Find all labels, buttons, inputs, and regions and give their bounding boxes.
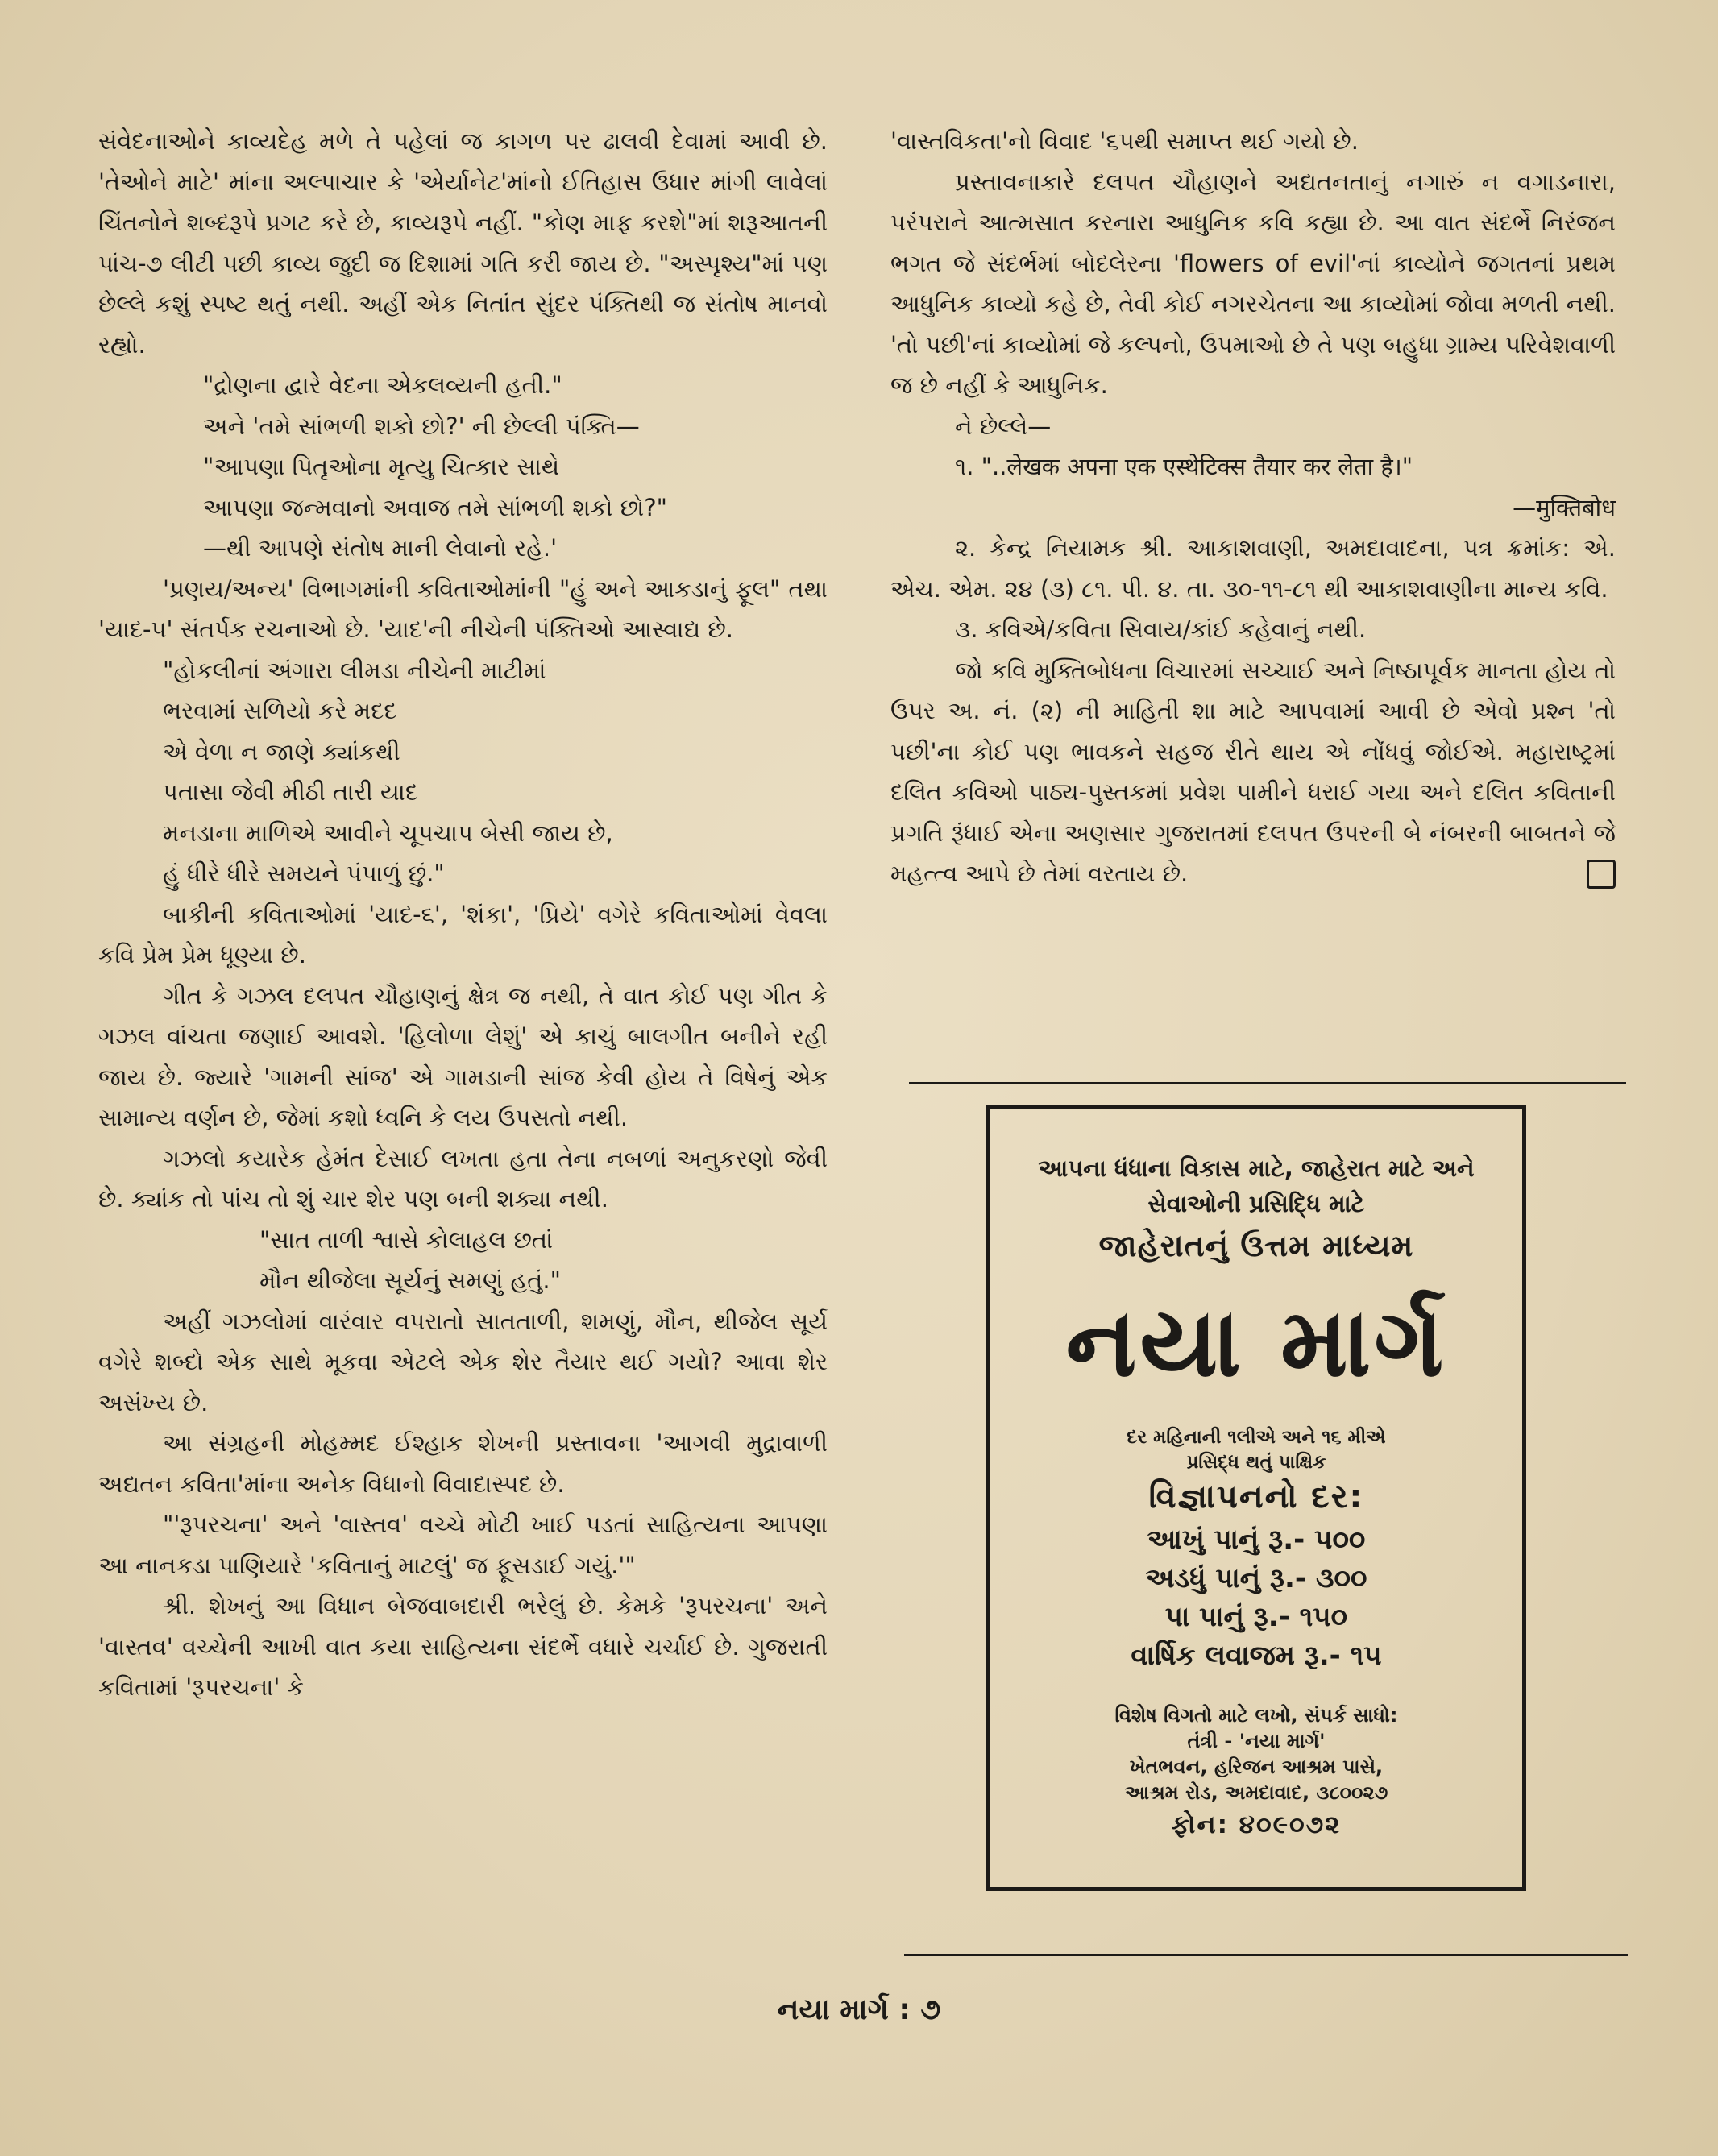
left-column [98, 121, 828, 1708]
paragraph: બાકીની કવિતાઓમાં 'યાદ-૬', 'શંકા', 'પ્રિયે' વગેરે કવિતાઓમાં વેવલા કવિ પ્રેમ પ્રેમ ધૂણ્યા છે. [98, 900, 828, 968]
paragraph: પ્રસ્તાવનાકારે દલપત ચૌહાણને અદ્યતનતાનું નગારું ન વગાડનારા, પરંપરાને આત્મસાત કરનારા આધુનિક કવિ કહ્યા છે. આ વાત સંદર્ભે નિરંજન ભગત જે સંદર્ભમાં બોદલેરના 'flowers of evil'નાં કાવ્યોને જગતનાં પ્રથમ આધુનિક કાવ્યો કહે છે, તેવી કોઈ નગરચેતના આ કાવ્યોમાં જોવા મળતી નથી. 'તો પછી'નાં કાવ્યોમાં જે કલ્પનો, ઉપમાઓ છે તે પણ બહુધા ગ્રામ્ય પરિવેશવાળી જ છે નહીં કે આધુનિક. [890, 168, 1616, 399]
paragraph: મનડાના માળિએ આવીને ચૂપચાપ બેસી જાય છે, [163, 819, 613, 847]
ad-contact [990, 1702, 1522, 1806]
paragraph: હું ધીરે ધીરે સમયને પંપાળું છું." [163, 860, 445, 887]
paragraph: અહીં ગઝલોમાં વારંવાર વપરાતો સાતતાળી, શમણું, મૌન, થીજેલ સૂર્ય વગેરે શબ્દો એક સાથે મૂકવા એટલે એક શેર તૈયાર થઈ ગયો? આવા શેર અસંખ્ય છે. [98, 1307, 828, 1416]
paragraph: સંવેદનાઓને કાવ્યદેહ મળે તે પહેલાં જ કાગળ પર ઢાલવી દેવામાં આવી છે. 'તેઓને માટે' માંના અલ્પાચાર કે 'એર્યાનેટ'માંનો ઈતિહાસ ઉધાર માંગી લાવેલાં ચિંતનોને શબ્દરૂપે પ્રગટ કરે છે, કાવ્યરૂપે નહીં. "કોણ માફ કરશે"માં શરૂઆતની પાંચ-૭ લીટી પછી કાવ્ય જુદી જ દિશામાં ગતિ કરી જાય છે. "અસ્પૃશ્ય"માં પણ છેલ્લે કશું સ્પષ્ટ થતું નથી. અહીં એક નિતાંત સુંદર પંક્તિથી જ સંતોષ માનવો રહ્યો. [98, 127, 828, 359]
ad-contact-line: તંત્રી - 'નયા માર્ગ' [1187, 1730, 1326, 1752]
ad-rates-list [990, 1520, 1522, 1675]
paragraph: પતાસા જેવી મીઠી તારી યાદ [163, 778, 419, 806]
ad-phone: ફોન: ૪૦૯૦૭૨ [1171, 1810, 1342, 1839]
paragraph: આપણા જન્મવાનો અવાજ તમે સાંભળી શકો છો?" [203, 493, 667, 521]
paragraph: ગઝલો કયારેક હેમંત દેસાઈ લખતા હતા તેના નબળાં અનુકરણો જેવી છે. ક્યાંક તો પાંચ તો શું ચાર શેર પણ બની શક્યા નથી. [98, 1144, 828, 1213]
ad-rate-item: અડધું પાનું રૂ.- ૩૦૦ [1145, 1562, 1367, 1594]
ad-rate-item: આખું પાનું રૂ.- ૫૦૦ [1147, 1524, 1366, 1556]
ad-rate-item: વાર્ષિક લવાજમ રૂ.- ૧૫ [1131, 1640, 1382, 1672]
ad-frequency [990, 1425, 1522, 1475]
ad-rate-item: પા પાનું રૂ.- ૧૫૦ [1164, 1601, 1348, 1633]
paragraph: "દ્રોણના દ્વારે વેદના એકલવ્યની હતી." [203, 371, 562, 399]
paragraph: એ વેળા ન જાણે ક્યાંકથી [163, 737, 400, 765]
ad-frequency-line-1: દર મહિનાની ૧લીએ અને ૧૬ મીએ [1127, 1427, 1386, 1448]
paragraph: "આપણા પિતૃઓના મૃત્યુ ચિત્કાર સાથે [203, 453, 560, 480]
divider-rule [909, 1082, 1626, 1084]
advertisement-box [987, 1105, 1525, 1890]
paragraph: ભરવામાં સળિયો કરે મદદ [163, 697, 397, 724]
ad-contact-line: વિશેષ વિગતો માટે લખો, સંપર્ક સાધો: [1114, 1704, 1398, 1727]
ad-rates-heading: વિજ્ઞાપનનો દર: [1148, 1478, 1364, 1515]
paragraph: ૧. "..लेखक अपना एक एस्थेटिक्स तैयार कर लेता है।" [955, 453, 1413, 480]
paragraph: ૩. કવિએ/કવિતા સિવાય/કાંઈ કહેવાનું નથી. [955, 616, 1367, 643]
ad-brand-name: નયા માર્ગ [1065, 1287, 1447, 1398]
paragraph: —मुक्तिबोध [1513, 493, 1616, 521]
paragraph: ને છેલ્લે— [955, 412, 1052, 440]
paragraph: 'પ્રણય/અન્ય' વિભાગમાંની કવિતાઓમાંની "હું અને આકડાનું ફૂલ" તથા 'યાદ-૫' સંતર્પક રચનાઓ છે. 'યાદ'ની નીચેની પંક્તિઓ આસ્વાદ્ય છે. [98, 574, 828, 643]
paragraph: અને 'તમે સાંભળી શકો છો?' ની છેલ્લી પંક્તિ— [203, 412, 640, 440]
paragraph: જો કવિ મુક્તિબોધના વિચારમાં સચ્ચાઈ અને નિષ્ઠાપૂર્વક માનતા હોય તો ઉપર અ. નં. (૨) ની માહિતી શા માટે આપવામાં આવી છે એવો પ્રશ્ન 'તો પછી'ના કોઈ પણ ભાવકને સહજ રીતે થાય એ નોંધવું જોઈએ. મહારાષ્ટ્રમાં દલિત કવિઓ પાઠ્ય-પુસ્તકમાં પ્રવેશ પામીને ધરાઈ ગયા અને દલિત કવિતાની પ્રગતિ રૂંધાઈ એના અણસાર ગુજરાતમાં દલપત ઉપરની બે નંબરની બાબતને જે મહત્ત્વ આપે છે તેમાં વરતાય છે. [890, 656, 1616, 887]
paragraph: "સાત તાળી શ્વાસે કોલાહલ છતાં [259, 1225, 554, 1254]
ad-subheading: જાહેરાતનું ઉત્તમ માધ્યમ [1098, 1228, 1414, 1263]
paragraph: ગીત કે ગઝલ દલપત ચૌહાણનું ક્ષેત્ર જ નથી, તે વાત કોઈ પણ ગીત કે ગઝલ વાંચતા જણાઈ આવશે. 'હિલોળા લેશું' એ કાચું બાલગીત બનીને રહી જાય છે. જ્યારે 'ગામની સાંજ' એ ગામડાની સાંજ કેવી હોય તે વિષેનું એક સામાન્ય વર્ણન છે, જેમાં કશો ધ્વનિ કે લય ઉપસતો નથી. [98, 981, 828, 1131]
paragraph: 'વાસ્તવિકતા'નો વિવાદ '૬૫થી સમાપ્ત થઈ ગયો છે. [890, 127, 1359, 155]
paragraph: મૌન થીજેલા સૂર્યનું સમણું હતું." [259, 1267, 561, 1294]
ad-contact-line: આશ્રમ રોડ, અમદાવાદ, ૩૮૦૦૨૭ [1124, 1781, 1388, 1804]
paragraph: "'રૂપરચના' અને 'વાસ્તવ' વચ્ચે મોટી ખાઈ પડતાં સાહિત્યના આપણા આ નાનકડા પાણિયારે 'કવિતાનું માટલું' જ ફૂસડાઈ ગયું.'" [98, 1511, 828, 1579]
paragraph: —થી આપણે સંતોષ માની લેવાનો રહે.' [203, 534, 558, 562]
paragraph: આ સંગ્રહની મોહમ્મદ ઈશ્હાક શેખની પ્રસ્તાવના 'આગવી મુદ્રાવાળી અદ્યતન કવિતા'માંના અનેક વિધાનો વિવાદાસ્પદ છે. [98, 1429, 828, 1498]
ad-tagline: આપના ધંધાના વિકાસ માટે, જાહેરાત માટે અને સેવાઓની પ્રસિદ્ધિ માટે [1038, 1155, 1475, 1217]
right-column [890, 121, 1616, 894]
paragraph: શ્રી. શેખનું આ વિધાન બેજવાબદારી ભરેલું છે. કેમકે 'રૂપરચના' અને 'વાસ્તવ' વચ્ચેની આખી વાત કયા સાહિત્યના સંદર્ભે વધારે ચર્ચાઈ છે. ગુજરાતી કવિતામાં 'રૂપરચના' કે [98, 1592, 828, 1701]
ad-contact-line: ખેતભવન, હરિજન આશ્રમ પાસે, [1129, 1756, 1384, 1778]
ad-frequency-line-2: પ્રસિદ્ધ થતું પાક્ષિક [1186, 1452, 1326, 1473]
page-footer: નયા માર્ગ : ૭ [777, 1993, 941, 2026]
end-of-article-box-icon [1587, 860, 1616, 889]
paragraph: ૨. કેન્દ્ર નિયામક શ્રી. આકાશવાણી, અમદાવાદના, પત્ર ક્રમાંક: એ. એચ. એમ. ૨૪ (૩) ૮૧. પી. ૪. તા. ૩૦-૧૧-૮૧ થી આકાશવાણીના માન્ય કવિ. [890, 534, 1616, 603]
paragraph: "હોકલીનાં અંગારા લીમડા નીચેની માટીમાં [163, 656, 546, 684]
divider-rule [904, 1954, 1628, 1956]
